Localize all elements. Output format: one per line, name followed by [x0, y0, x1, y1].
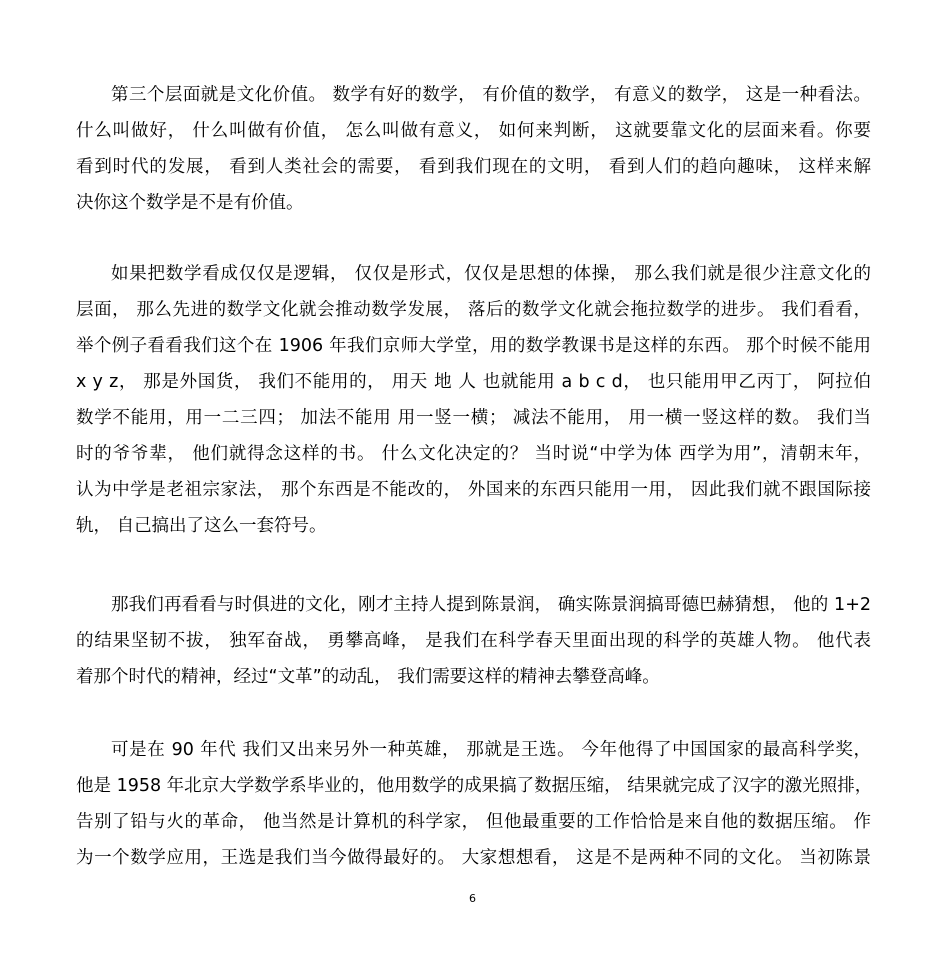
text-line: 那我们再看看与时俱进的文化，刚才主持人提到陈景润， 确实陈景润搞哥德巴赫猜想， 他的 1+2 — [111, 595, 871, 615]
text-line: 看到时代的发展， 看到人类社会的需要， 看到我们现在的文明， 看到人们的趋向趣味， 这样来解 — [76, 157, 871, 177]
text-line: 轨， 自己搞出了这么一套符号。 — [76, 516, 327, 536]
page-number: 6 — [469, 892, 476, 905]
text-line: 时的爷爷辈， 他们就得念这样的书。 什么文化决定的？ 当时说“中学为体 西学为用”，清朝末年， — [76, 444, 871, 464]
text-line: 他是 1958 年北京大学数学系毕业的，他用数学的成果搞了数据压缩， 结果就完成了汉字的激光照排， — [76, 776, 873, 796]
text-line: 第三个层面就是文化价值。 数学有好的数学， 有价值的数学， 有意义的数学， 这是一种看法。 — [111, 85, 871, 105]
text-line: 着那个时代的精神，经过“文革”的动乱， 我们需要这样的精神去攀登高峰。 — [76, 667, 660, 687]
text-line: 举个例子看看我们这个在 1906 年我们京师大学堂，用的数学教课书是这样的东西。 那个时候不能用 — [76, 336, 871, 356]
text-line: x y z， 那是外国货， 我们不能用的， 用天 地 人 也就能用 a b c d， 也只能用甲乙丙丁， 阿拉伯 — [76, 372, 871, 392]
paragraph-logic-and-form — [76, 256, 871, 544]
text-line: 如果把数学看成仅仅是逻辑， 仅仅是形式，仅仅是思想的体操， 那么我们就是很少注意文化的 — [111, 264, 871, 284]
text-line: 认为中学是老祖宗家法， 那个东西是不能改的， 外国来的东西只能用一用， 因此我们就不跟国际接 — [76, 480, 871, 500]
text-line: 为一个数学应用，王选是我们当今做得最好的。 大家想想看， 这是不是两种不同的文化。 当初陈景 — [76, 848, 871, 868]
text-line: 的结果坚韧不拔， 独军奋战， 勇攀高峰， 是我们在科学春天里面出现的科学的英雄人物。 他代表 — [76, 631, 871, 651]
text-line: 数学不能用，用一二三四； 加法不能用 用一竖一横； 减法不能用， 用一横一竖这样的数。 我们当 — [76, 408, 871, 428]
text-line: 决你这个数学是不是有价值。 — [76, 193, 304, 213]
text-line: 什么叫做好， 什么叫做有价值， 怎么叫做有意义， 如何来判断， 这就要靠文化的层面来看。你要 — [76, 121, 871, 141]
text-line: 可是在 90 年代 我们又出来另外一种英雄， 那就是王选。 今年他得了中国国家的最高科学奖， — [111, 740, 871, 760]
paragraph-chen-jingrun — [76, 587, 871, 695]
paragraph-cultural-value — [76, 77, 871, 221]
text-line: 告别了铅与火的革命， 他当然是计算机的科学家， 但他最重要的工作恰恰是来自他的数据压缩。 作 — [76, 812, 871, 832]
paragraph-wang-xuan — [76, 732, 871, 876]
text-line: 层面， 那么先进的数学文化就会推动数学发展， 落后的数学文化就会拖拉数学的进步。 我们看看， — [76, 300, 871, 320]
